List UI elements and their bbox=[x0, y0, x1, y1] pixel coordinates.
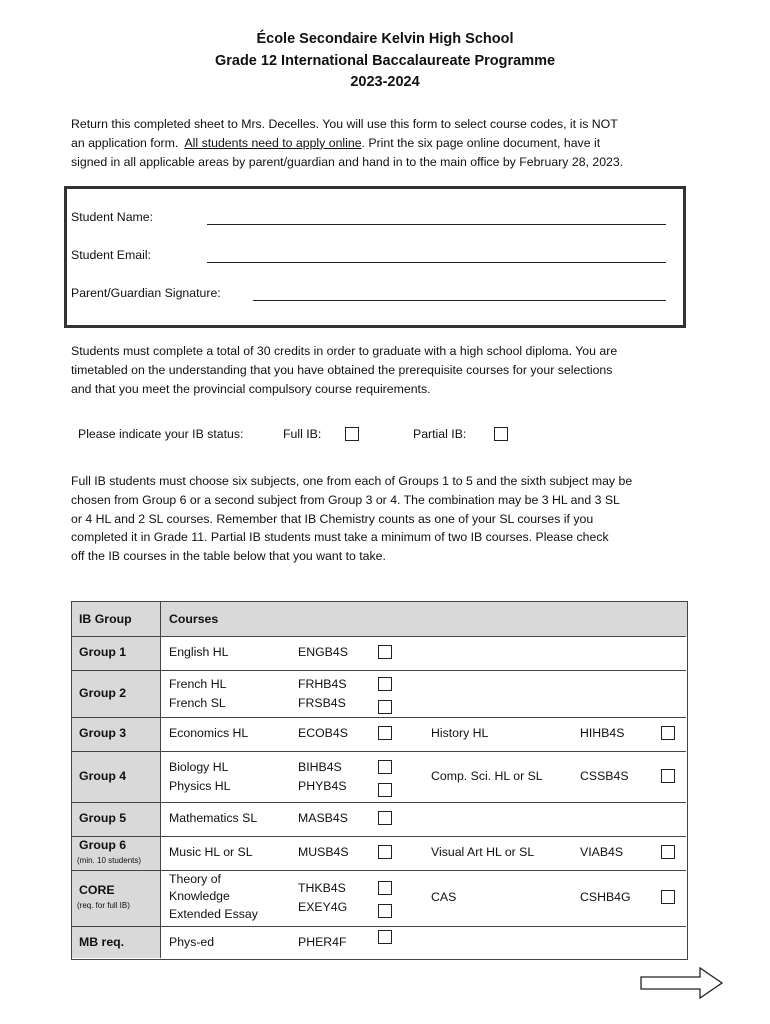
full-ib-checkbox[interactable] bbox=[345, 427, 359, 441]
row-divider bbox=[72, 836, 686, 837]
course-code: HIHB4S bbox=[580, 726, 625, 740]
student-name-field[interactable] bbox=[207, 224, 666, 225]
student-info-box bbox=[64, 186, 686, 328]
school-title: École Secondaire Kelvin High School bbox=[256, 31, 514, 47]
course-name: Music HL or SL bbox=[169, 845, 253, 859]
instructions-line: Full IB students must choose six subjects, one from each of Groups 1 to 5 and the sixth subject may be bbox=[71, 474, 633, 488]
header-bg bbox=[161, 602, 687, 636]
course-name: CAS bbox=[431, 890, 457, 904]
student-name-label: Student Name: bbox=[71, 210, 154, 224]
course-checkbox[interactable] bbox=[378, 645, 392, 659]
course-name: Theory of Knowledge bbox=[169, 872, 230, 903]
group-label: Group 5 bbox=[79, 811, 127, 825]
partial-ib-label: Partial IB: bbox=[413, 427, 467, 441]
intro-line: signed in all applicable areas by parent/guardian and hand in to the main office by February 28, 2023. bbox=[71, 154, 624, 169]
course-name: Economics HL bbox=[169, 726, 249, 740]
course-name: Mathematics SL bbox=[169, 811, 258, 825]
group-note: (min. 10 students) bbox=[77, 856, 142, 865]
full-ib-label: Full IB: bbox=[283, 427, 322, 441]
course-code: MASB4S bbox=[298, 811, 348, 825]
group-label: Group 6 bbox=[79, 838, 127, 852]
course-name: Physics HL bbox=[169, 778, 231, 793]
intro-paragraph bbox=[71, 115, 701, 171]
course-checkbox[interactable] bbox=[378, 845, 392, 859]
row-divider bbox=[72, 870, 686, 871]
course-code: BIHB4S bbox=[298, 759, 342, 774]
course-code: CSHB4G bbox=[580, 890, 631, 904]
course-checkbox[interactable] bbox=[378, 811, 392, 825]
course-checkbox[interactable] bbox=[378, 904, 392, 918]
course-name: English HL bbox=[169, 645, 229, 659]
student-email-field[interactable] bbox=[207, 262, 666, 263]
course-name: French SL bbox=[169, 695, 226, 710]
header-ib-group: IB Group bbox=[79, 612, 132, 626]
course-name: History HL bbox=[431, 726, 489, 740]
group-label: Group 2 bbox=[79, 685, 127, 700]
credits-paragraph bbox=[71, 342, 701, 398]
ib-status-prompt: Please indicate your IB status: bbox=[78, 427, 244, 441]
instructions-line: completed it in Grade 11. Partial IB students must take a minimum of two IB courses. Please check bbox=[71, 530, 609, 545]
course-name: Comp. Sci. HL or SL bbox=[431, 768, 543, 783]
row-divider bbox=[72, 751, 686, 752]
credits-line: Students must complete a total of 30 credits in order to graduate with a high school diploma. You are bbox=[71, 344, 618, 358]
group-label: Group 4 bbox=[79, 768, 127, 783]
signature-label: Parent/Guardian Signature: bbox=[71, 286, 221, 300]
course-name: Extended Essay bbox=[169, 907, 258, 921]
course-checkbox[interactable] bbox=[378, 760, 392, 774]
text: an application form. bbox=[71, 135, 185, 150]
text: . Print the six page online document, have it bbox=[361, 135, 601, 150]
row-divider bbox=[72, 926, 686, 927]
course-code: ECOB4S bbox=[298, 726, 348, 740]
course-checkbox[interactable] bbox=[378, 881, 392, 895]
group-label: Group 3 bbox=[79, 726, 127, 740]
next-page-arrow-icon bbox=[640, 966, 724, 1000]
course-code: CSSB4S bbox=[580, 768, 629, 783]
group-label: CORE bbox=[79, 883, 115, 897]
course-code: VIAB4S bbox=[580, 845, 624, 859]
row-divider bbox=[72, 670, 686, 671]
course-checkbox[interactable] bbox=[661, 726, 675, 740]
instructions-line: chosen from Group 6 or a second subject from Group 3 or 4. The combination may be 3 HL and 3 SL bbox=[71, 492, 620, 507]
course-code: FRSB4S bbox=[298, 695, 346, 710]
intro-line: Return this completed sheet to Mrs. Decelles. You will use this form to select course codes, it is NOT bbox=[71, 117, 618, 131]
course-table bbox=[71, 601, 688, 960]
course-name: Visual Art HL or SL bbox=[431, 845, 535, 859]
course-code: PHYB4S bbox=[298, 778, 347, 793]
course-checkbox[interactable] bbox=[378, 677, 392, 691]
course-checkbox[interactable] bbox=[378, 726, 392, 740]
programme-title: Grade 12 International Baccalaureate Programme bbox=[214, 53, 556, 69]
group-label: MB req. bbox=[79, 935, 125, 949]
row-divider bbox=[72, 802, 686, 803]
row-divider bbox=[72, 636, 686, 637]
partial-ib-checkbox[interactable] bbox=[494, 427, 508, 441]
header-courses: Courses bbox=[169, 612, 219, 626]
course-code: EXEY4G bbox=[298, 900, 348, 914]
apply-online-text: All students need to apply online bbox=[184, 135, 362, 150]
row-divider bbox=[72, 717, 686, 718]
credits-line: and that you meet the provincial compulsory course requirements. bbox=[71, 381, 431, 396]
year-title: 2023-2024 bbox=[350, 74, 420, 90]
student-email-label: Student Email: bbox=[71, 248, 151, 262]
credits-line: timetabled on the understanding that you have obtained the prerequisite courses for your selections bbox=[71, 362, 613, 377]
intro-line bbox=[71, 134, 701, 153]
course-code: FRHB4S bbox=[298, 676, 347, 691]
course-name: French HL bbox=[169, 676, 227, 691]
course-code: PHER4F bbox=[298, 935, 347, 949]
course-code: MUSB4S bbox=[298, 845, 349, 859]
course-checkbox[interactable] bbox=[378, 700, 392, 714]
instructions-line: off the IB courses in the table below that you want to take. bbox=[71, 549, 386, 564]
course-checkbox[interactable] bbox=[378, 930, 392, 944]
instructions-paragraph bbox=[71, 472, 701, 566]
signature-field[interactable] bbox=[253, 300, 666, 301]
course-code: THKB4S bbox=[298, 881, 346, 895]
course-checkbox[interactable] bbox=[661, 769, 675, 783]
group-note: (req. for full IB) bbox=[77, 901, 130, 910]
course-checkbox[interactable] bbox=[661, 890, 675, 904]
course-checkbox[interactable] bbox=[661, 845, 675, 859]
course-name: Phys-ed bbox=[169, 935, 215, 949]
course-checkbox[interactable] bbox=[378, 783, 392, 797]
course-name: Biology HL bbox=[169, 759, 229, 774]
instructions-line: or 4 HL and 2 SL courses. Remember that IB Chemistry counts as one of your SL courses if you bbox=[71, 511, 594, 526]
group-label: Group 1 bbox=[79, 645, 127, 659]
course-code: ENGB4S bbox=[298, 645, 348, 659]
